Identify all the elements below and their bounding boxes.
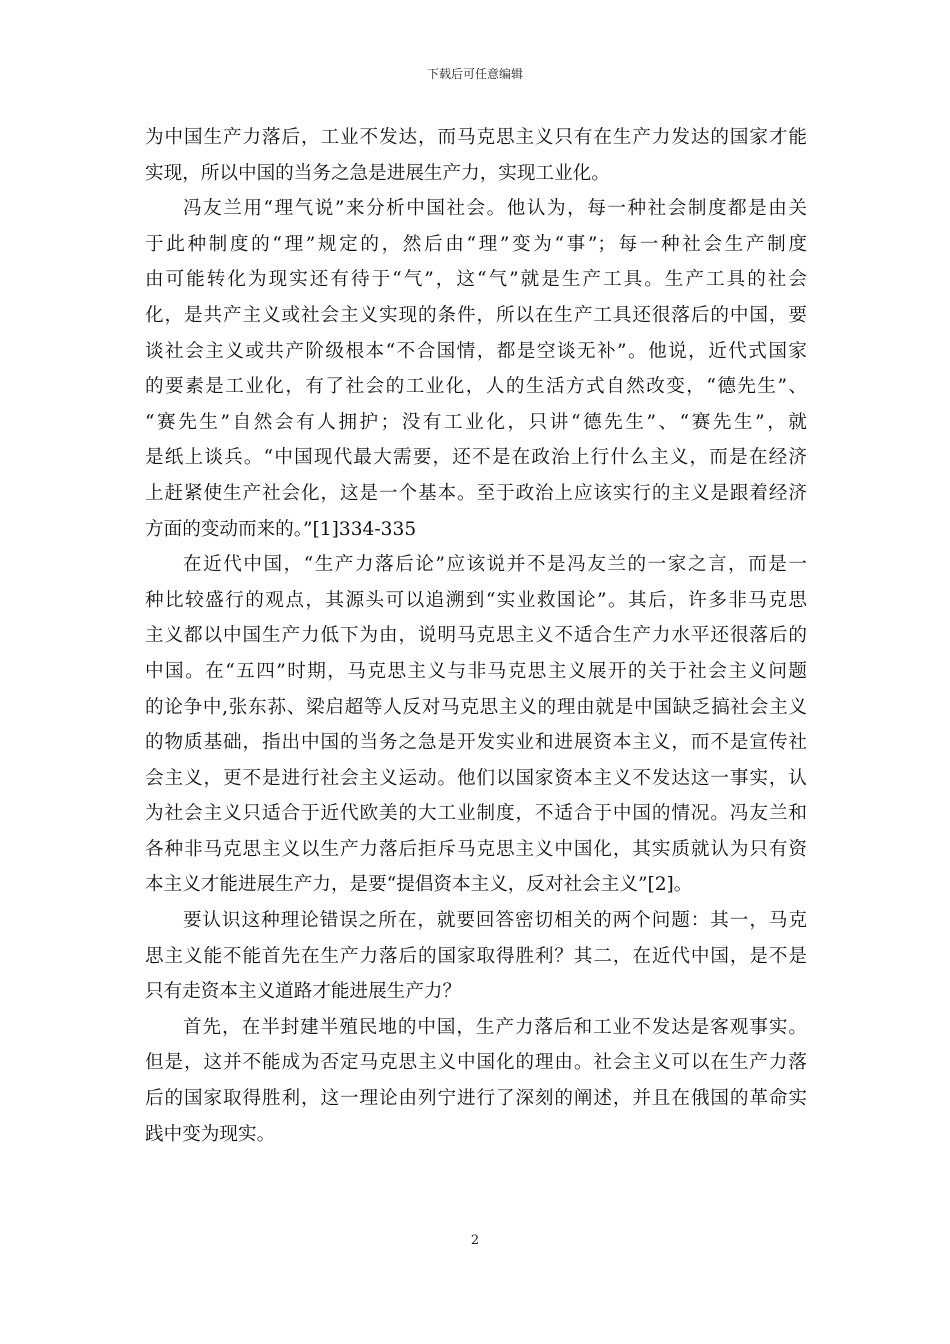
text-line: 的论争中,张东荪、梁启超等人反对马克思主义的理由就是中国缺乏搞社会主义 [145,696,807,718]
text-line: 种比较盛行的观点，其源头可以追溯到“实业救国论”。其后，许多非马克思 [145,589,807,611]
paragraph [145,191,807,547]
text-line: 本主义才能进展生产力，是要“提倡资本主义，反对社会主义”[2]。 [145,874,693,896]
text-line: 的要素是工业化，有了社会的工业化，人的生活方式自然改变，“德先生”、 [145,376,807,398]
body-text [145,120,807,1152]
text-line: 的物质基础，指出中国的当务之急是开发实业和进展资本主义，而不是宣传社 [145,732,807,754]
paragraph [145,120,807,191]
text-line: 各种非马克思主义以生产力落后拒斥马克思主义中国化，其实质就认为只有资 [145,838,807,860]
text-line: 思主义能不能首先在生产力落后的国家取得胜利？其二，在近代中国，是不是 [145,945,807,967]
text-line: 为社会主义只适合于近代欧美的大工业制度，不适合于中国的情况。冯友兰和 [145,803,807,825]
paragraph [145,547,807,903]
text-line: 于此种制度的“理”规定的，然后由“理”变为“事”；每一种社会生产制度 [145,233,807,255]
text-line: 践中变为现实。 [145,1123,276,1145]
text-line: 在近代中国，“生产力落后论”应该说并不是冯友兰的一家之言，而是一 [183,554,807,576]
text-line: “赛先生”自然会有人拥护；没有工业化，只讲“德先生”、“赛先生”，就 [145,411,807,433]
text-line: 冯友兰用“理气说”来分析中国社会。他认为，每一种社会制度都是由关 [183,198,807,220]
text-line: 是纸上谈兵。“中国现代最大需要，还不是在政治上行什么主义，而是在经济 [145,447,807,469]
text-line: 但是，这并不能成为否定马克思主义中国化的理由。社会主义可以在生产力落 [145,1052,807,1074]
text-line: 只有走资本主义道路才能进展生产力？ [145,981,462,1003]
paragraph [145,1010,807,1152]
text-line: 化，是共产主义或社会主义实现的条件，所以在生产工具还很落后的中国，要 [145,304,807,326]
text-line: 上赶紧使生产社会化，这是一个基本。至于政治上应该实行的主义是跟着经济 [145,482,807,504]
text-line: 要认识这种理论错误之所在，就要回答密切相关的两个问题：其一，马克 [183,910,807,932]
page-number: 2 [470,1233,480,1248]
text-line: 会主义，更不是进行社会主义运动。他们以国家资本主义不发达这一事实，认 [145,767,807,789]
text-line: 为中国生产力落后，工业不发达，而马克思主义只有在生产力发达的国家才能 [145,127,807,148]
paragraph [145,903,807,1010]
text-line: 中国。在“五四”时期，马克思主义与非马克思主义展开的关于社会主义问题 [145,660,807,682]
page-header: 下载后可任意编辑 [426,67,523,81]
text-line: 首先，在半封建半殖民地的中国，生产力落后和工业不发达是客观事实。 [183,1016,807,1038]
text-line: 方面的变动而来的。”[1]334-335 [145,518,417,540]
text-line: 由可能转化为现实还有待于“气”，这“气”就是生产工具。生产工具的社会 [145,269,807,291]
text-line: 实现，所以中国的当务之急是进展生产力，实现工业化。 [145,162,610,184]
text-line: 主义都以中国生产力低下为由，说明马克思主义不适合生产力水平还很落后的 [145,625,807,647]
text-line: 后的国家取得胜利，这一理论由列宁进行了深刻的阐述，并且在俄国的革命实 [145,1088,807,1110]
text-line: 谈社会主义或共产阶级根本“不合国情，都是空谈无补”。他说，近代式国家 [145,340,807,362]
